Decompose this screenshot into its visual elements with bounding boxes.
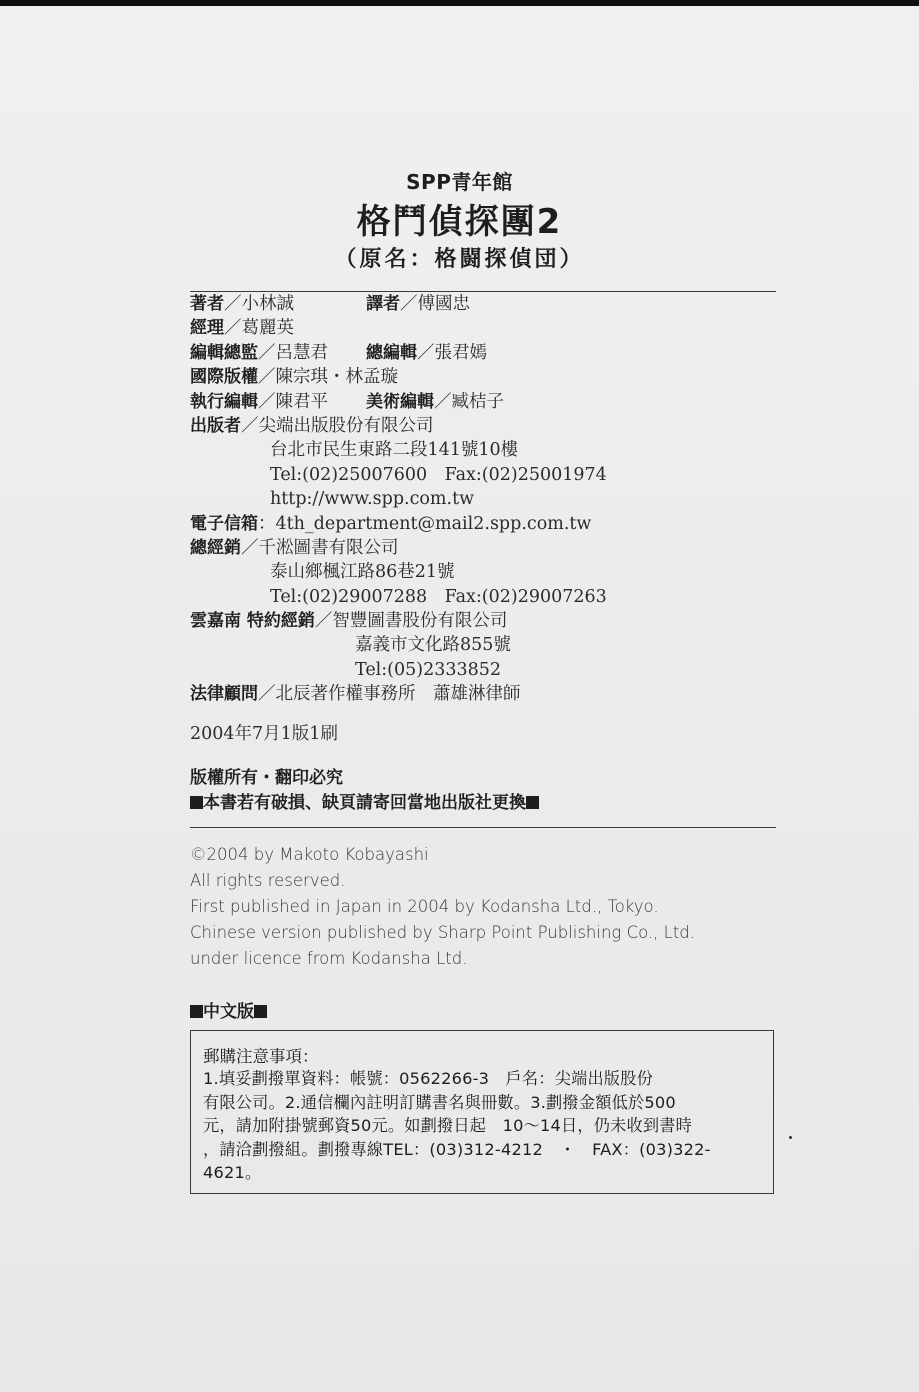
licence-line: under licence from Kodansha Ltd. — [190, 949, 468, 968]
series-name: SPP青年館 — [406, 170, 513, 194]
publisher-address-row — [190, 438, 750, 462]
distributor-address: 泰山鄉楓江路86巷21號 — [270, 562, 455, 583]
chief-editor-name: 呂慧君 — [275, 342, 328, 363]
special-dist-label: 雲嘉南 特約經銷 — [190, 611, 315, 632]
exec-editor-name: 陳君平 — [275, 391, 328, 412]
english-copyright — [190, 842, 695, 972]
credit-row-special-dist: 雲嘉南 特約經銷／智豐圖書股份有限公司 — [190, 611, 508, 632]
notice-title: 郵購注意事項： — [203, 1047, 319, 1066]
distributor-tel-fax: Tel:(02)29007288 Fax:(02)29007263 — [270, 586, 607, 607]
book-title: 格鬥偵探團2 — [356, 202, 563, 242]
legal-label: 法律顧問 — [190, 684, 258, 705]
credit-row-email: 電子信箱：4th_department@mail2.spp.com.tw — [190, 513, 592, 534]
square-bullet-icon — [190, 796, 203, 809]
art-editor-name: 臧桔子 — [451, 391, 504, 412]
square-bullet-icon — [190, 1005, 203, 1018]
chinese-version-line: Chinese version published by Sharp Point Publishing Co., Ltd. — [190, 923, 696, 942]
art-editor-label: 美術編輯 — [366, 391, 434, 412]
publisher-address: 台北市民生東路二段141號10樓 — [270, 440, 519, 461]
original-title: （原名：格闘探偵団） — [334, 247, 585, 272]
notice-line: 元，請加附掛號郵資50元。如劃撥日起 10～14日，仍未收到書時 — [203, 1116, 693, 1135]
distributor-label: 總經銷 — [190, 537, 241, 558]
special-dist-phone-row — [190, 658, 750, 682]
first-published-line: First published in Japan in 2004 by Kodansha Ltd., Tokyo. — [190, 897, 659, 916]
rights-reserved: 版權所有・翻印必究 — [190, 768, 343, 788]
credit-row-author: 著者／小林誠 譯者／傅國忠 — [190, 294, 470, 314]
intl-rights-label: 國際版權 — [190, 367, 258, 388]
credit-row-legal: 法律顧問／北辰著作權事務所 蕭雄淋律師 — [190, 684, 521, 705]
email-label: 電子信箱 — [190, 513, 258, 534]
chief-editor-label: 編輯總監 — [190, 342, 258, 363]
credits-block — [190, 292, 750, 707]
mail-order-notice — [190, 1030, 774, 1194]
general-editor-name: 張君嫣 — [434, 342, 487, 363]
distributor-address-row — [190, 560, 750, 584]
credit-row-publisher: 出版者／尖端出版股份有限公司 — [190, 415, 434, 436]
square-bullet-icon — [254, 1005, 267, 1018]
special-dist-address-row — [190, 633, 750, 657]
credit-row-exec-editor: 執行編輯／陳君平 美術編輯／臧桔子 — [190, 391, 504, 412]
print-speck — [789, 1136, 792, 1139]
manager-label: 經理 — [190, 318, 224, 339]
publisher-label: 出版者 — [190, 415, 241, 436]
email-address: 4th_department@mail2.spp.com.tw — [275, 513, 592, 534]
copyright-line: ©2004 by Makoto Kobayashi — [190, 845, 429, 864]
notice-line: 4621。 — [203, 1163, 262, 1182]
special-dist-name: 智豐圖書股份有限公司 — [332, 611, 508, 632]
distributor-name: 千淞圖書有限公司 — [258, 537, 399, 558]
publisher-tel-fax: Tel:(02)25007600 Fax:(02)25001974 — [270, 464, 607, 485]
credit-row-chief-editor: 編輯總監／呂慧君 總編輯／張君嫣 — [190, 342, 487, 363]
publisher-name: 尖端出版股份有限公司 — [258, 415, 434, 436]
page-top-edge — [0, 0, 919, 6]
special-dist-address: 嘉義市文化路855號 — [355, 635, 511, 656]
credit-row-intl-rights: 國際版權／陳宗琪・林孟璇 — [190, 367, 398, 388]
rights-line: All rights reserved. — [190, 871, 346, 890]
square-bullet-icon — [526, 796, 539, 809]
divider-middle — [190, 827, 776, 828]
intl-rights-names: 陳宗琪・林孟璇 — [275, 367, 398, 388]
translator-label: 譯者 — [366, 294, 400, 314]
notice-body — [203, 1067, 769, 1185]
rights-block — [190, 766, 539, 816]
notice-line: ，請洽劃撥組。劃撥專線TEL：(03)312-4212 ・ FAX：(03)322- — [203, 1139, 711, 1159]
exec-editor-label: 執行編輯 — [190, 391, 258, 412]
distributor-phone-row — [190, 585, 750, 609]
general-editor-label: 總編輯 — [366, 342, 417, 363]
manager-name: 葛麗英 — [241, 318, 294, 339]
chinese-edition-label: 中文版 — [190, 997, 267, 1022]
credit-row-manager: 經理／葛麗英 — [190, 318, 294, 339]
edition-date: 2004年7月1版1刷 — [190, 724, 338, 744]
author-name: 小林誠 — [241, 294, 294, 314]
credit-row-distributor: 總經銷／千淞圖書有限公司 — [190, 537, 399, 558]
legal-name: 北辰著作權事務所 蕭雄淋律師 — [275, 684, 521, 705]
publisher-phone-row — [190, 463, 750, 487]
translator-name: 傅國忠 — [417, 294, 470, 314]
publisher-url-row — [190, 487, 750, 511]
notice-line: 1.填妥劃撥單資料：帳號：0562266-3 戶名：尖端出版股份 — [203, 1069, 654, 1088]
author-label: 著者 — [190, 294, 224, 314]
publisher-url: http://www.spp.com.tw — [270, 489, 475, 510]
special-dist-tel: Tel:(05)2333852 — [355, 659, 502, 680]
notice-line: 有限公司。2.通信欄內註明訂購書名與冊數。3.劃撥金額低於500 — [203, 1092, 676, 1112]
replacement-notice: 本書若有破損、缺頁請寄回當地出版社更換 — [190, 791, 539, 816]
